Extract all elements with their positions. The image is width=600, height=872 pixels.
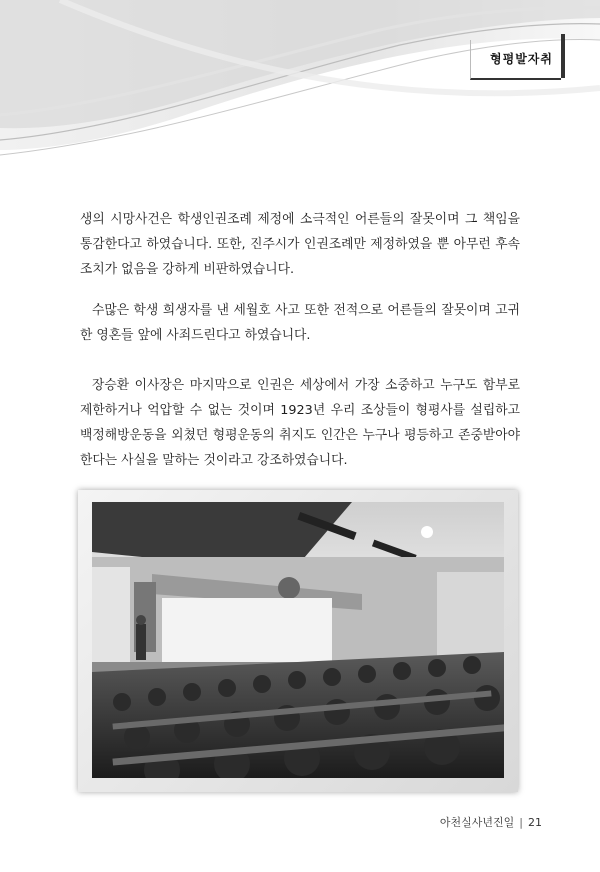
tab-edge-bar xyxy=(561,34,565,78)
photo-frame xyxy=(78,490,518,792)
section-tab xyxy=(470,40,561,80)
publication-name: 아천실사년진일 xyxy=(439,816,515,829)
paragraph-2: 수많은 학생 희생자를 낸 세월호 사고 또한 전적으로 어른들의 잘못이며 고귀한 영혼들 앞에 사죄드린다고 하였습니다. xyxy=(80,303,520,343)
lecture-hall-photo xyxy=(92,502,504,778)
page-footer xyxy=(440,814,542,830)
lecture-hall-illustration xyxy=(92,502,504,778)
paragraph-3: 장승환 이사장은 마지막으로 인권은 세상에서 가장 소중하고 누구도 함부로 제한하거나 억압할 수 없는 것이며 1923년 우리 조상들이 형평사를 설립하고 백정해방운동을 외쳤던 형평운동의 취지도 인간은 누구나 평등하고 존중받아야 한다는 사실을 말하는 것이라고 강조하였습니다. xyxy=(80,378,520,468)
paragraph-1: 생의 시망사건은 학생인권조례 제정에 소극적인 어른들의 잘못이며 그 책임을 통감한다고 하였습니다. 또한, 진주시가 인권조례만 제정하였을 뿐 아무런 후속조치가 없음을 강하게 비판하였습니다. xyxy=(80,212,520,277)
footer-separator: | xyxy=(519,816,523,829)
section-label: 형평발자취 xyxy=(490,52,553,66)
page-number: 21 xyxy=(528,816,542,829)
header-swoosh-decoration xyxy=(0,0,600,170)
